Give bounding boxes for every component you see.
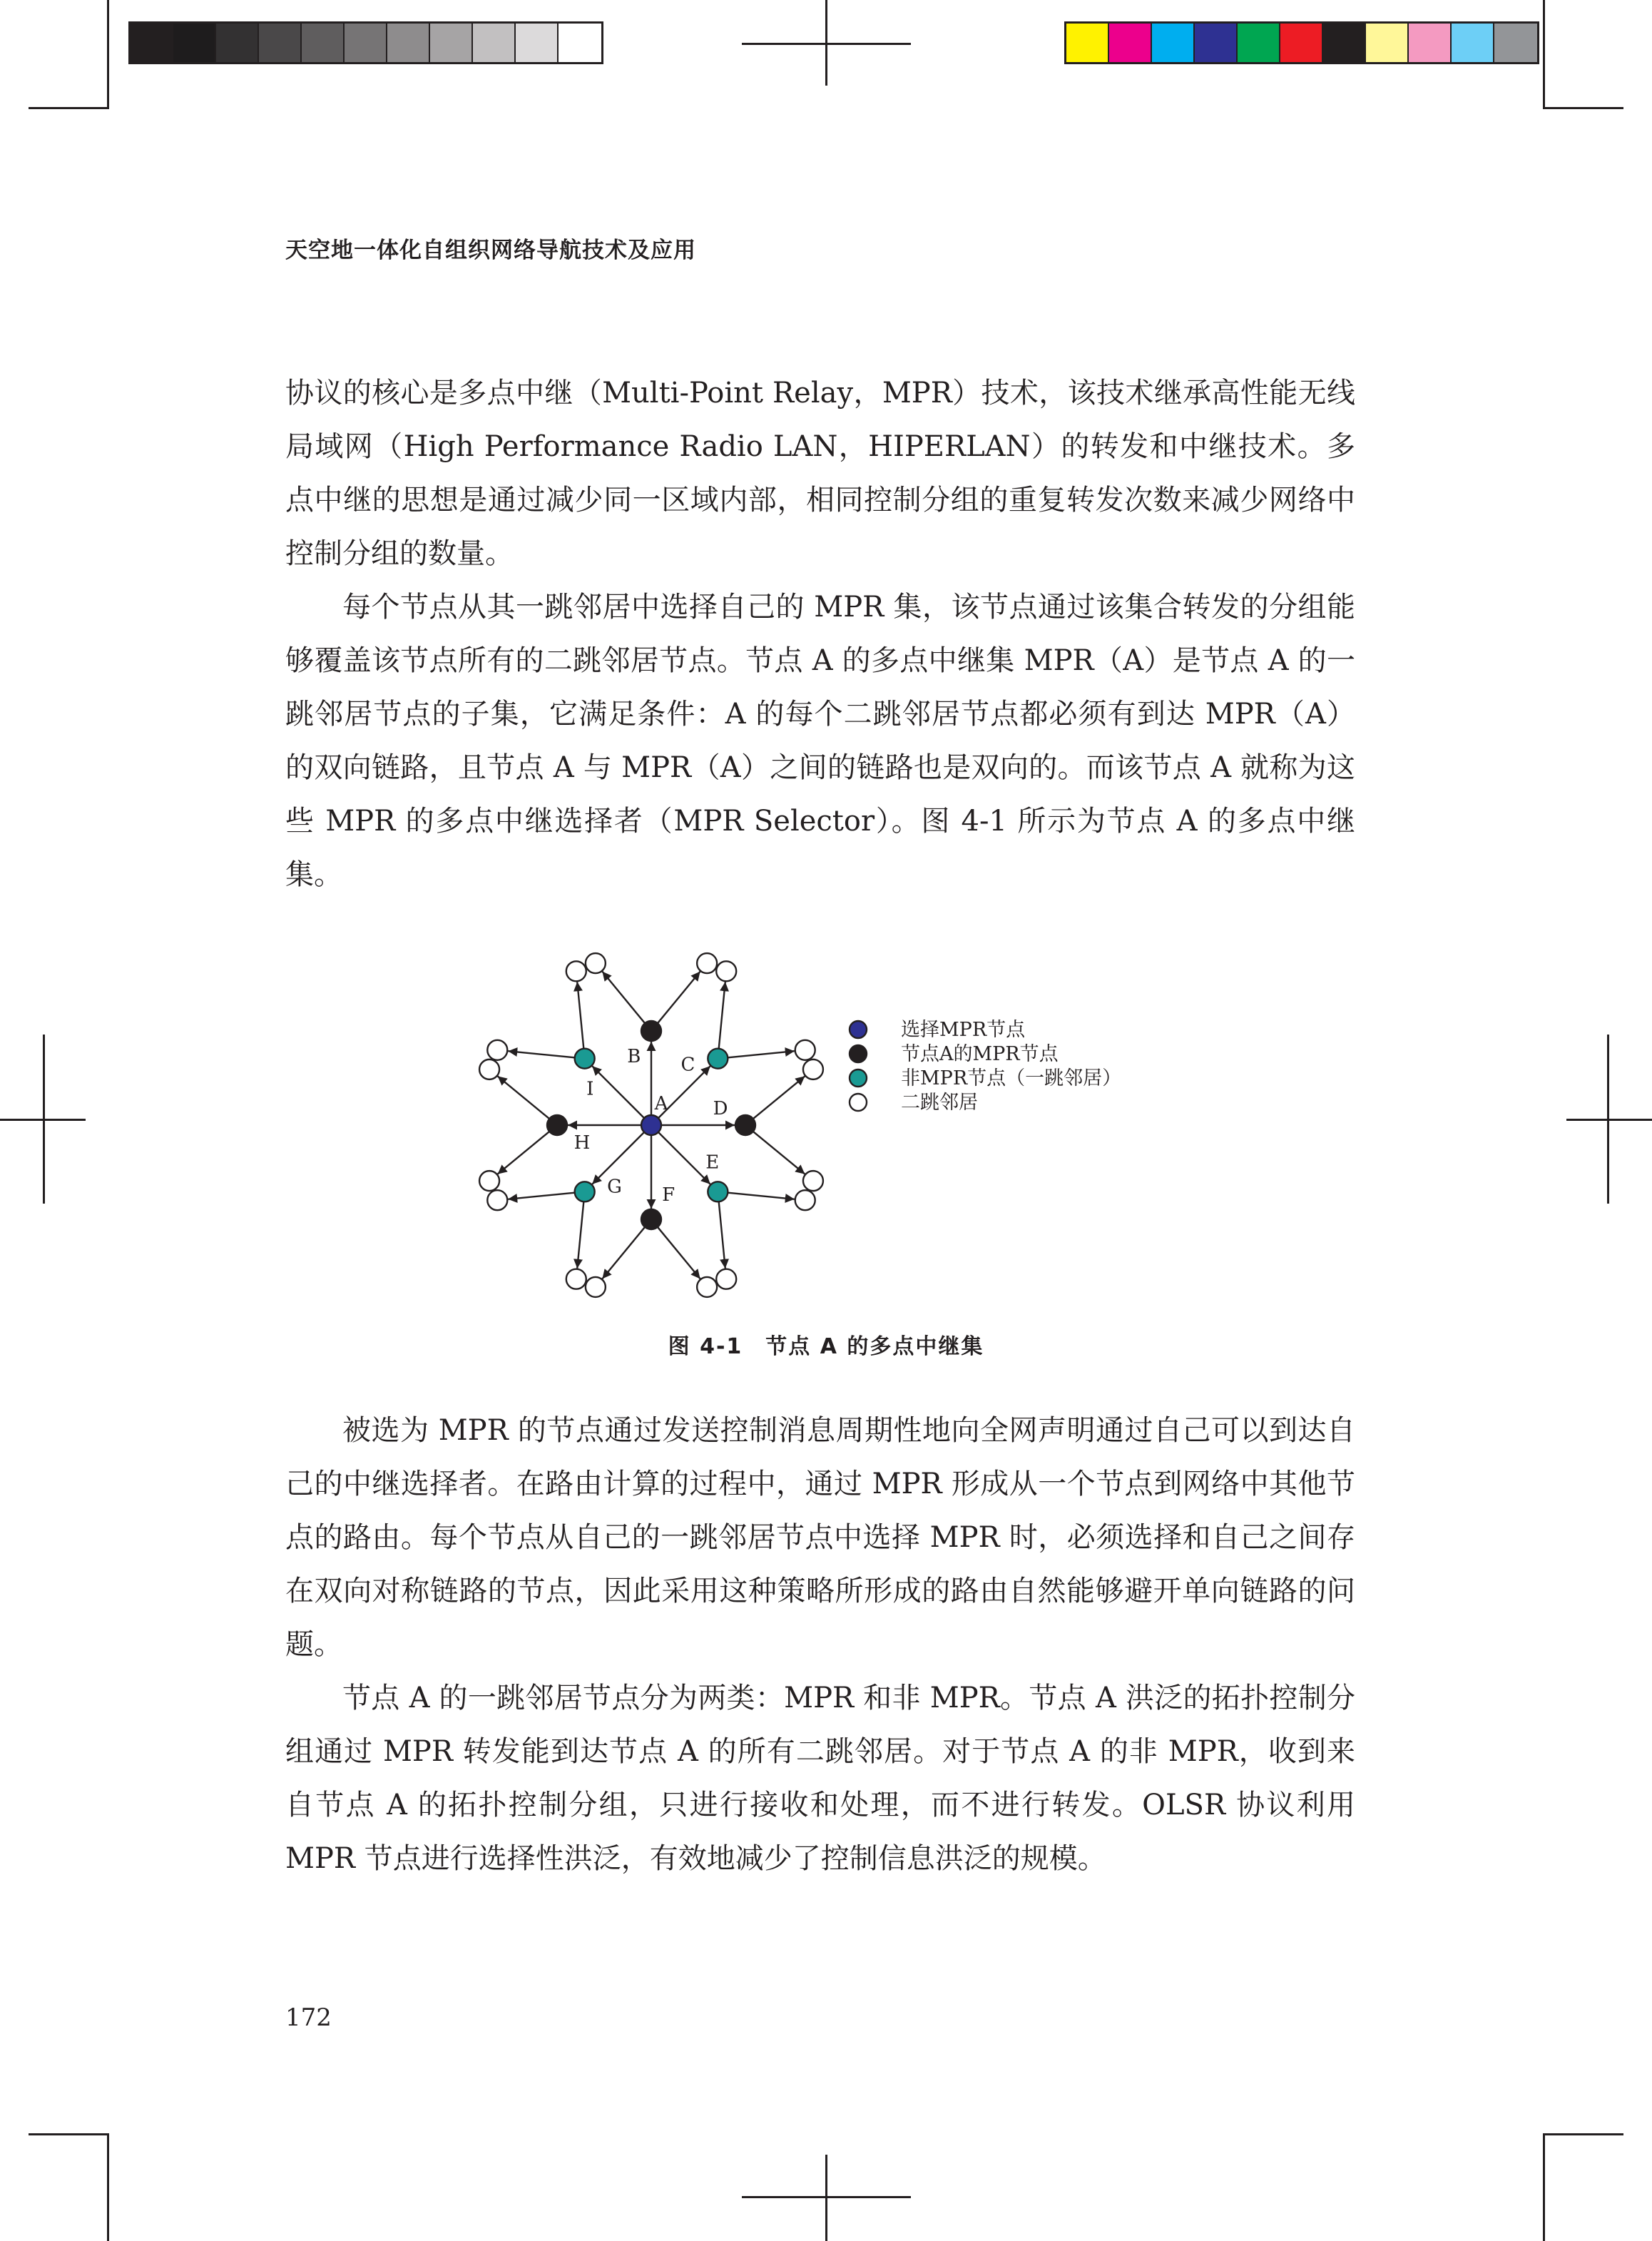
legend-marker: [850, 1021, 867, 1038]
node-label: H: [573, 1132, 591, 1154]
paragraph: 协议的核心是多点中继（Multi-Point Relay，MPR）技术，该技术继承高性能无线局域网（High Performance Radio LAN，HIPERLAN）的转发和中继技术。多点中继的思想是通过减少同一区域内部，相同控制分组的重复转发次数来减少网络中控制分组的数量。: [285, 377, 1355, 570]
color-calibration-bar: [1064, 21, 1539, 64]
edge-arrow: [508, 1051, 575, 1057]
edge-arrow: [592, 1066, 644, 1118]
node-non-mpr: [708, 1182, 728, 1201]
edge-arrow: [658, 1132, 710, 1184]
gray-swatch: [345, 24, 387, 62]
figure-caption: 图 4-1 节点 A 的多点中继集: [668, 1334, 984, 1359]
edge-arrow: [498, 1076, 550, 1119]
color-swatch: [1066, 24, 1109, 62]
edge-arrow: [658, 1227, 700, 1279]
edge-arrow: [753, 1132, 805, 1174]
node-two-hop: [487, 1190, 507, 1210]
node-mpr: [735, 1115, 755, 1135]
node-label: D: [713, 1097, 728, 1119]
mpr-diagram: [457, 928, 1170, 1327]
gray-swatch: [216, 24, 259, 62]
gray-swatch: [131, 24, 173, 62]
legend-label: 节点A的MPR节点: [901, 1043, 1059, 1065]
color-swatch: [1238, 24, 1280, 62]
color-swatch: [1494, 24, 1537, 62]
paragraph: 每个节点从其一跳邻居中选择自己的 MPR 集，该节点通过该集合转发的分组能够覆盖该节点所有的二跳邻居节点。节点 A 的多点中继集 MPR（A）是节点 A 的一跳邻居节点的子集，它满足条件：A 的每个二跳邻居节点都必须有到达 MPR（A）的双向链路，且节点 A 与 MPR（A）之间的链路也是双向的。而该节点 A 就称为这些 MPR 的多点中继选择者（MPR Selector）。图 4-1 所示为节点 A 的多点中继集。: [285, 591, 1355, 891]
node-label: I: [586, 1078, 594, 1100]
edge-arrow: [728, 1193, 795, 1199]
edge-arrow: [658, 972, 700, 1024]
edge-arrow: [577, 1201, 583, 1269]
gray-swatch: [430, 24, 473, 62]
color-swatch: [1366, 24, 1409, 62]
edge-arrow: [753, 1076, 805, 1119]
node-selector: [641, 1115, 661, 1135]
node-two-hop: [803, 1059, 823, 1079]
edge-arrow: [719, 1201, 725, 1269]
edge-arrow: [577, 982, 583, 1049]
paragraph: 被选为 MPR 的节点通过发送控制消息周期性地向全网声明通过自己可以到达自己的中继选择者。在路由计算的过程中，通过 MPR 形成从一个节点到网络中其他节点的路由。每个节点从自己的一跳邻居节点中选择 MPR 时，必须选择和自己之间存在双向对称链路的节点，因此采用这种策略所形成的路由自然能够避开单向链路的问题。: [285, 1414, 1355, 1661]
color-swatch: [1409, 24, 1452, 62]
node-two-hop: [479, 1171, 499, 1191]
gray-swatch: [516, 24, 559, 62]
legend-marker: [850, 1094, 867, 1111]
edge-arrow: [728, 1051, 795, 1057]
node-two-hop: [716, 1269, 736, 1289]
color-swatch: [1195, 24, 1238, 62]
node-mpr: [641, 1209, 661, 1229]
node-mpr: [547, 1115, 567, 1135]
edge-arrow: [602, 972, 645, 1024]
legend-marker: [850, 1069, 867, 1087]
node-two-hop: [586, 953, 606, 973]
node-two-hop: [697, 953, 717, 973]
body-text-top: [285, 367, 1355, 902]
node-label: E: [705, 1152, 720, 1174]
gray-swatch: [302, 24, 345, 62]
color-swatch: [1280, 24, 1323, 62]
color-swatch: [1452, 24, 1494, 62]
legend-label: 选择MPR节点: [901, 1019, 1026, 1041]
node-label: A: [654, 1093, 668, 1114]
node-label: B: [627, 1045, 641, 1067]
node-label: C: [680, 1054, 695, 1076]
node-label: G: [607, 1176, 622, 1198]
page-number: 172: [285, 2003, 332, 2032]
edge-arrow: [719, 982, 725, 1049]
node-two-hop: [479, 1059, 499, 1079]
color-swatch: [1323, 24, 1366, 62]
node-non-mpr: [575, 1049, 595, 1069]
node-two-hop: [795, 1190, 815, 1210]
color-swatch: [1152, 24, 1195, 62]
node-label: F: [662, 1184, 675, 1206]
gray-swatch: [259, 24, 302, 62]
legend-marker: [850, 1045, 867, 1062]
edge-arrow: [508, 1193, 575, 1199]
node-two-hop: [795, 1040, 815, 1060]
legend-label: 二跳邻居: [901, 1092, 978, 1114]
running-head: 天空地一体化自组织网络导航技术及应用: [285, 238, 696, 263]
edge-arrow: [498, 1132, 550, 1174]
node-two-hop: [803, 1171, 823, 1191]
gray-swatch: [559, 24, 601, 62]
paragraph: 节点 A 的一跳邻居节点分为两类：MPR 和非 MPR。节点 A 洪泛的拓扑控制分组通过 MPR 转发能到达节点 A 的所有二跳邻居。对于节点 A 的非 MPR，收到来自节点 A 的拓扑控制分组，只进行接收和处理，而不进行转发。OLSR 协议利用 MPR 节点进行选择性洪泛，有效地减少了控制信息洪泛的规模。: [285, 1682, 1355, 1875]
color-swatch: [1109, 24, 1152, 62]
node-non-mpr: [708, 1049, 728, 1069]
node-two-hop: [586, 1277, 606, 1297]
legend-label: 非MPR节点（一跳邻居）: [901, 1067, 1122, 1089]
gray-swatch: [173, 24, 216, 62]
grayscale-calibration-bar: [128, 21, 603, 64]
node-two-hop: [566, 1269, 586, 1289]
body-text-bottom: [285, 1404, 1355, 1886]
node-non-mpr: [575, 1182, 595, 1201]
node-two-hop: [487, 1040, 507, 1060]
node-mpr: [641, 1021, 661, 1041]
node-two-hop: [566, 961, 586, 981]
edge-arrow: [602, 1227, 645, 1279]
node-two-hop: [716, 961, 736, 981]
gray-swatch: [387, 24, 430, 62]
gray-swatch: [473, 24, 516, 62]
node-two-hop: [697, 1277, 717, 1297]
